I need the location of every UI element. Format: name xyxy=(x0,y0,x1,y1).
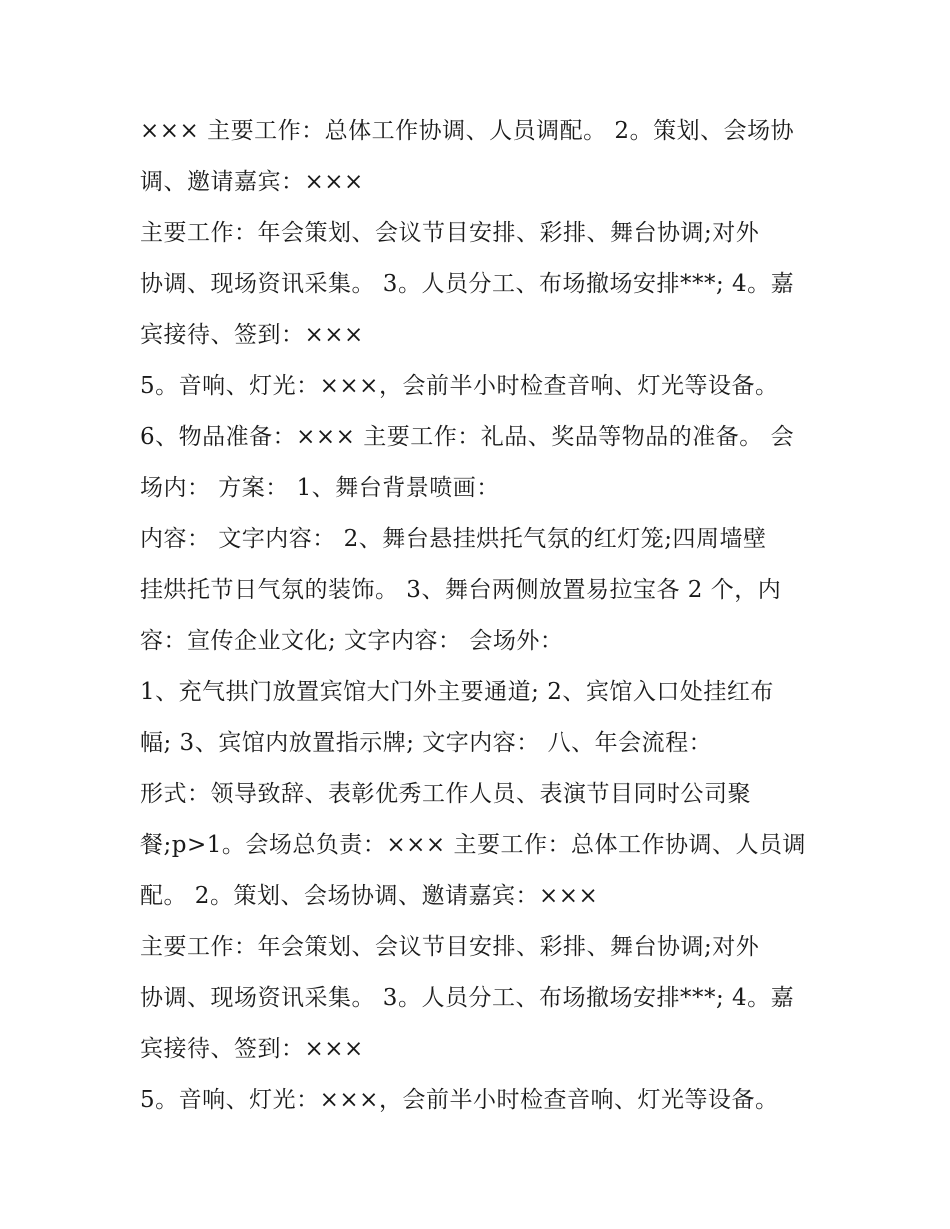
text-line: 5。音响、灯光：×××，会前半小时检查音响、灯光等设备。 xyxy=(140,373,779,399)
text-line: 调、邀请嘉宾：××× xyxy=(140,169,364,195)
text-line: 幅; 3、宾馆内放置指示牌; 文字内容： 八、年会流程： xyxy=(140,730,713,756)
text-line: 餐;p>1。会场总负责：××× 主要工作：总体工作协调、人员调 xyxy=(140,832,807,858)
text-line: 宾接待、签到：××× xyxy=(140,322,364,348)
text-line: ××× 主要工作：总体工作协调、人员调配。 2。策划、会场协 xyxy=(140,118,795,144)
text-line: 主要工作：年会策划、会议节目安排、彩排、舞台协调;对外 xyxy=(140,220,760,246)
text-line: 配。 2。策划、会场协调、邀请嘉宾：××× xyxy=(140,883,599,909)
text-line: 宾接待、签到：××× xyxy=(140,1036,364,1062)
text-line: 1、充气拱门放置宾馆大门外主要通道; 2、宾馆入口处挂红布 xyxy=(140,679,774,705)
text-line: 协调、现场资讯采集。 3。人员分工、布场撤场安排***; 4。嘉 xyxy=(140,985,795,1011)
text-line: 6、物品准备：××× 主要工作：礼品、奖品等物品的准备。 会 xyxy=(140,424,795,450)
text-line: 形式：领导致辞、表彰优秀工作人员、表演节目同时公司聚 xyxy=(140,781,751,807)
text-line: 挂烘托节日气氛的装饰。 3、舞台两侧放置易拉宝各 2 个，内 xyxy=(140,577,782,603)
text-line: 协调、现场资讯采集。 3。人员分工、布场撤场安排***; 4。嘉 xyxy=(140,271,795,297)
document-body xyxy=(140,106,820,1126)
text-line: 场内： 方案： 1、舞台背景喷画： xyxy=(140,475,500,501)
text-line: 内容： 文字内容： 2、舞台悬挂烘托气氛的红灯笼;四周墙壁 xyxy=(140,526,767,552)
text-line: 主要工作：年会策划、会议节目安排、彩排、舞台协调;对外 xyxy=(140,934,760,960)
text-line: 5。音响、灯光：×××，会前半小时检查音响、灯光等设备。 xyxy=(140,1087,779,1113)
text-line: 容：宣传企业文化; 文字内容： 会场外： xyxy=(140,628,564,654)
